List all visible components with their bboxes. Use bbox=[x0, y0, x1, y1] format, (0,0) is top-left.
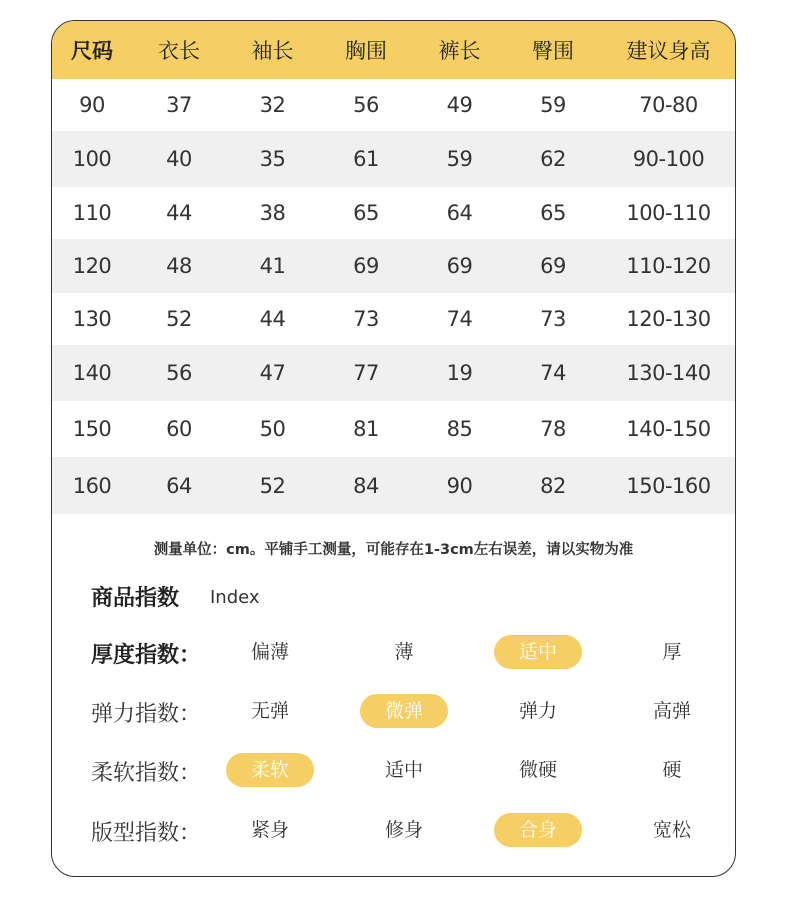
cell-hip: 69 bbox=[540, 254, 566, 278]
cell-hip: 65 bbox=[540, 201, 566, 225]
cell-pants-length: 69 bbox=[446, 254, 473, 278]
size-chart-card bbox=[51, 20, 736, 877]
cell-height: 140-150 bbox=[626, 417, 711, 441]
index-option: 高弹 bbox=[652, 700, 691, 722]
cell-length: 60 bbox=[166, 417, 192, 441]
measurement-note: 测量单位：cm。平铺手工测量，可能存在1-3cm左右误差，请以实物为准 bbox=[153, 542, 634, 558]
header-pants-length: 裤长 bbox=[438, 39, 481, 63]
index-option: 紧身 bbox=[250, 819, 289, 841]
cell-pants-length: 49 bbox=[446, 93, 473, 117]
index-subtitle: Index bbox=[210, 587, 260, 608]
index-option: 修身 bbox=[384, 819, 423, 841]
table-row bbox=[52, 131, 736, 187]
cell-height: 120-130 bbox=[626, 307, 711, 331]
cell-hip: 62 bbox=[540, 147, 566, 171]
cell-chest: 65 bbox=[353, 201, 379, 225]
cell-height: 100-110 bbox=[626, 201, 711, 225]
header-hip: 臀围 bbox=[532, 39, 574, 63]
cell-length: 44 bbox=[166, 201, 192, 225]
cell-length: 64 bbox=[166, 473, 192, 498]
index-option: 宽松 bbox=[652, 819, 691, 841]
cell-sleeve: 50 bbox=[259, 417, 286, 441]
cell-pants-length: 74 bbox=[446, 307, 473, 331]
cell-chest: 84 bbox=[353, 473, 379, 498]
index-title: 商品指数 bbox=[91, 586, 180, 611]
cell-chest: 81 bbox=[353, 417, 379, 441]
size-table-header bbox=[52, 21, 736, 79]
cell-length: 52 bbox=[166, 307, 192, 331]
cell-sleeve: 47 bbox=[259, 361, 286, 385]
index-option: 硬 bbox=[662, 759, 682, 781]
cell-hip: 59 bbox=[540, 93, 566, 117]
cell-height: 150-160 bbox=[626, 473, 711, 498]
cell-sleeve: 38 bbox=[259, 201, 286, 225]
index-row-label: 柔软指数： bbox=[91, 761, 202, 786]
index-option-selected: 合身 bbox=[494, 813, 582, 847]
header-height: 建议身高 bbox=[626, 39, 711, 63]
index-option: 厚 bbox=[662, 641, 682, 663]
cell-pants-length: 64 bbox=[446, 201, 473, 225]
index-option: 微硬 bbox=[518, 759, 557, 781]
table-row bbox=[52, 239, 736, 293]
cell-height: 130-140 bbox=[626, 361, 711, 385]
header-sleeve: 袖长 bbox=[251, 39, 294, 63]
size-table bbox=[52, 21, 736, 514]
index-row bbox=[52, 691, 735, 731]
index-row bbox=[52, 750, 735, 790]
cell-height: 110-120 bbox=[626, 254, 711, 278]
cell-chest: 61 bbox=[353, 147, 379, 171]
index-option: 弹力 bbox=[518, 700, 557, 722]
cell-size: 140 bbox=[72, 361, 112, 385]
cell-length: 37 bbox=[166, 93, 192, 117]
cell-hip: 74 bbox=[540, 361, 566, 385]
cell-height: 90-100 bbox=[632, 147, 705, 171]
cell-pants-length: 59 bbox=[446, 147, 473, 171]
cell-sleeve: 44 bbox=[259, 307, 286, 331]
table-row bbox=[52, 187, 736, 239]
cell-length: 48 bbox=[166, 254, 192, 278]
index-option: 薄 bbox=[394, 641, 414, 663]
cell-length: 56 bbox=[166, 361, 192, 385]
header-length: 衣长 bbox=[158, 39, 200, 63]
cell-chest: 69 bbox=[353, 254, 379, 278]
index-row-label: 厚度指数： bbox=[91, 643, 202, 668]
cell-sleeve: 41 bbox=[259, 254, 286, 278]
index-option: 无弹 bbox=[250, 700, 289, 722]
index-row bbox=[52, 632, 735, 672]
table-row bbox=[52, 79, 736, 131]
index-option-selected: 柔软 bbox=[226, 753, 314, 787]
cell-height: 70-80 bbox=[639, 93, 698, 117]
cell-pants-length: 19 bbox=[446, 361, 473, 385]
cell-pants-length: 90 bbox=[446, 473, 473, 498]
cell-size: 160 bbox=[72, 473, 112, 498]
table-row bbox=[52, 345, 736, 401]
cell-size: 130 bbox=[72, 307, 112, 331]
index-row-label: 版型指数： bbox=[91, 821, 202, 846]
cell-pants-length: 85 bbox=[446, 417, 473, 441]
table-row bbox=[52, 293, 736, 345]
cell-chest: 73 bbox=[353, 307, 379, 331]
cell-length: 40 bbox=[166, 147, 192, 171]
cell-size: 90 bbox=[79, 93, 105, 117]
cell-size: 150 bbox=[72, 417, 112, 441]
index-option-selected: 适中 bbox=[494, 635, 582, 669]
cell-size: 100 bbox=[72, 147, 112, 171]
table-row bbox=[52, 457, 736, 514]
cell-hip: 82 bbox=[540, 473, 566, 498]
cell-chest: 56 bbox=[353, 93, 379, 117]
cell-hip: 78 bbox=[540, 417, 566, 441]
cell-sleeve: 52 bbox=[259, 473, 286, 498]
table-row bbox=[52, 401, 736, 457]
header-chest: 胸围 bbox=[345, 39, 387, 63]
cell-size: 120 bbox=[72, 254, 112, 278]
header-size: 尺码 bbox=[71, 39, 113, 63]
index-option-selected: 微弹 bbox=[360, 694, 448, 728]
cell-sleeve: 35 bbox=[259, 147, 286, 171]
index-option: 适中 bbox=[384, 759, 423, 781]
cell-hip: 73 bbox=[540, 307, 566, 331]
cell-chest: 77 bbox=[353, 361, 379, 385]
index-row-label: 弹力指数： bbox=[91, 702, 202, 727]
index-row bbox=[52, 810, 735, 850]
index-option: 偏薄 bbox=[250, 641, 289, 663]
cell-sleeve: 32 bbox=[259, 93, 286, 117]
cell-size: 110 bbox=[72, 201, 112, 225]
